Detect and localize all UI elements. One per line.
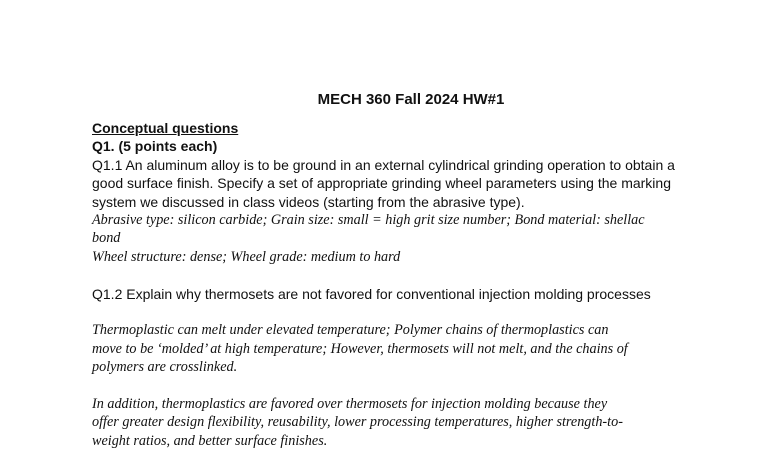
q1-1-answer-line: Abrasive type: silicon carbide; Grain size: small = high grit size number; Bond material: shellac [92, 212, 645, 229]
spacer [92, 377, 712, 395]
spacer [92, 303, 712, 321]
q1-2-answer-line: weight ratios, and better surface finishes. [92, 432, 328, 449]
q1-heading: Q1. (5 points each) [92, 138, 218, 155]
section-heading: Conceptual questions [92, 120, 239, 136]
q1-1-answer-line: bond [92, 230, 121, 247]
q1-2-answer-line: Thermoplastic can melt under elevated temperature; Polymer chains of thermoplastics can [92, 322, 609, 339]
q1-1-question-line: Q1.1 An aluminum alloy is to be ground in an external cylindrical grinding operation to obtain a [92, 156, 675, 173]
document-body [92, 90, 712, 450]
q1-2-answer-line: In addition, thermoplastics are favored over thermosets for injection molding because they [92, 396, 608, 413]
q1-1-question-line: system we discussed in class videos (starting from the abrasive type). [92, 193, 525, 210]
q1-1-question-line: good surface finish. Specify a set of appropriate grinding wheel parameters using the marking [92, 175, 671, 192]
q1-2-question: Q1.2 Explain why thermosets are not favored for conventional injection molding processes [92, 285, 651, 302]
q1-2-answer-line: offer greater design flexibility, reusability, lower processing temperatures, higher strength-to- [92, 414, 623, 431]
spacer [92, 266, 712, 284]
document-title: MECH 360 Fall 2024 HW#1 [317, 91, 505, 108]
q1-2-answer-line: move to be ‘molded’ at high temperature; However, thermosets will not melt, and the chains of [92, 340, 628, 357]
q1-1-answer-line: Wheel structure: dense; Wheel grade: medium to hard [92, 248, 401, 265]
q1-2-answer-line: polymers are crosslinked. [92, 359, 238, 376]
